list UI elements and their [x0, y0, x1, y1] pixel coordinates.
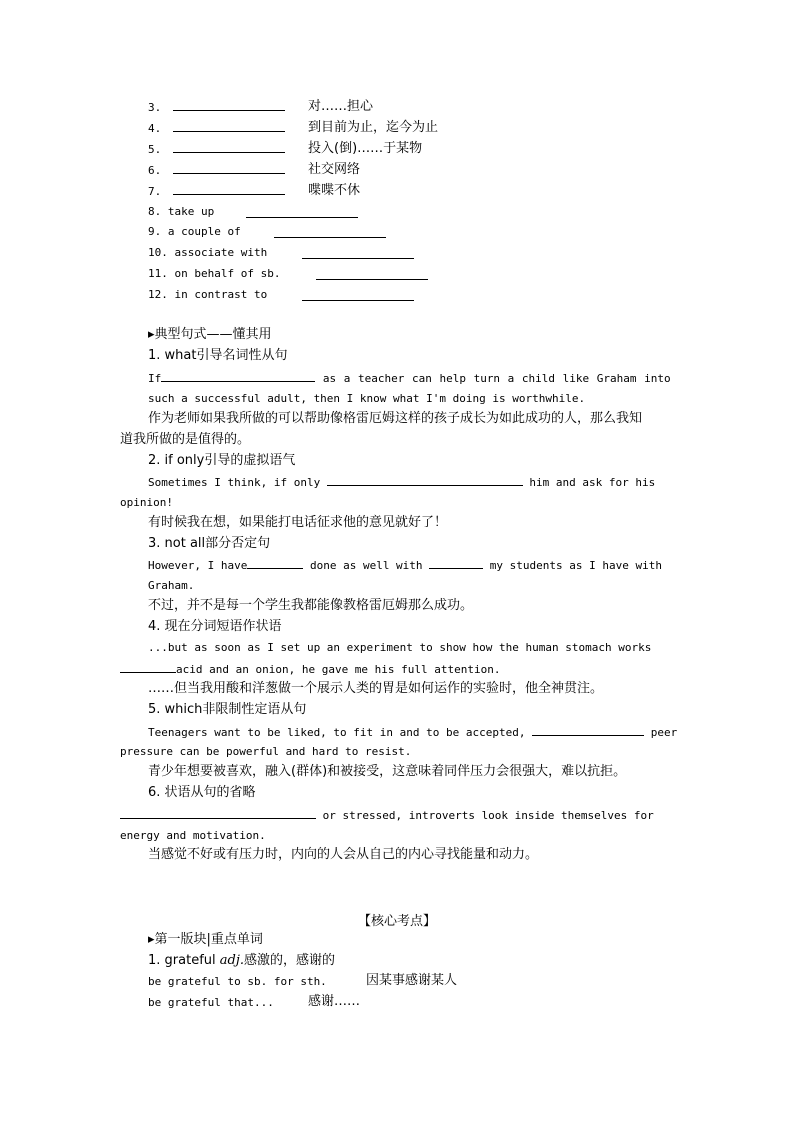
pattern-sentence: However, I have done as well with my students as I have with: [148, 556, 662, 575]
vocab-item: 3. 对……担心: [148, 99, 374, 114]
pattern-heading: 4. 现在分词短语作状语: [148, 619, 282, 634]
pattern-sentence: Sometimes I think, if only him and ask for his: [148, 473, 655, 492]
vocab-item: 7. 喋喋不休: [148, 183, 361, 198]
pattern-heading: 1. what引导名词性从句: [148, 348, 288, 363]
pattern-sentence: ...but as soon as I set up an experiment to show how the human stomach works: [148, 641, 652, 654]
pattern-sentence-cont: opinion!: [120, 496, 173, 509]
pattern-sentence-cont: energy and motivation.: [120, 829, 266, 842]
pattern-translation: 当感觉不好或有压力时，内向的人会从自己的内心寻找能量和动力。: [148, 847, 539, 862]
usage-item: be grateful to sb. for sth. 因某事感谢某人: [148, 973, 458, 988]
phrase-item: 10. associate with: [148, 244, 267, 262]
answer-blank[interactable]: [173, 119, 285, 132]
phrase-item: 8. take up: [148, 203, 214, 221]
pattern-translation: ……但当我用酸和洋葱做一个展示人类的胃是如何运作的实验时，他全神贯注。: [148, 681, 604, 696]
pattern-heading: 3. not all部分否定句: [148, 536, 271, 551]
phrase-item: 9. a couple of: [148, 223, 241, 241]
answer-blank[interactable]: [120, 806, 316, 819]
phrase-item: 11. on behalf of sb.: [148, 265, 280, 283]
answer-blank[interactable]: [247, 556, 303, 569]
pattern-translation: 青少年想要被喜欢，融入(群体)和被接受，这意味着同伴压力会很强大，难以抗拒。: [148, 764, 627, 779]
answer-blank[interactable]: [246, 205, 358, 218]
answer-blank[interactable]: [173, 140, 285, 153]
answer-blank[interactable]: [274, 225, 386, 238]
pattern-translation-cont: 道我所做的是值得的。: [120, 432, 251, 447]
pattern-heading: 5. which非限制性定语从句: [148, 702, 307, 717]
pattern-sentence-cont: Graham.: [148, 579, 195, 592]
pattern-heading: 6. 状语从句的省略: [148, 785, 256, 800]
answer-blank[interactable]: [327, 473, 523, 486]
pattern-translation: 有时候我在想，如果能打电话征求他的意见就好了！: [148, 515, 448, 530]
answer-blank[interactable]: [532, 723, 644, 736]
word-heading: 1. grateful adj.感激的，感谢的: [148, 953, 336, 968]
pattern-heading: 2. if only引导的虚拟语气: [148, 453, 296, 468]
answer-blank[interactable]: [429, 556, 483, 569]
pattern-sentence: Teenagers want to be liked, to fit in and to be accepted, peer: [148, 723, 677, 742]
vocab-item: 4. 到目前为止，迄今为止: [148, 120, 439, 135]
section-title: ▸典型句式——懂其用: [148, 327, 272, 342]
vocab-item: 6. 社交网络: [148, 162, 361, 177]
core-title: 【核心考点】: [357, 914, 436, 929]
block-title: ▸第一版块|重点单词: [148, 932, 263, 947]
usage-item: be grateful that... 感谢……: [148, 994, 361, 1009]
answer-blank[interactable]: [302, 246, 414, 259]
pattern-sentence-cont: pressure can be powerful and hard to resist.: [120, 745, 412, 758]
answer-blank[interactable]: [302, 288, 414, 301]
vocab-item: 5. 投入(倒)……于某物: [148, 141, 423, 156]
answer-blank[interactable]: [173, 161, 285, 174]
answer-blank[interactable]: [173, 98, 285, 111]
pattern-sentence: If as a teacher can help turn a child like Graham into: [148, 369, 671, 388]
answer-blank[interactable]: [161, 369, 315, 382]
pattern-sentence-cont: such a successful adult, then I know what I'm doing is worthwhile.: [148, 392, 586, 405]
pattern-translation: 不过，并不是每一个学生我都能像教格雷厄姆那么成功。: [148, 598, 474, 613]
answer-blank[interactable]: [173, 182, 285, 195]
pattern-sentence-cont: acid and an onion, he gave me his full attention.: [120, 660, 501, 679]
answer-blank[interactable]: [120, 660, 176, 673]
answer-blank[interactable]: [316, 267, 428, 280]
phrase-item: 12. in contrast to: [148, 286, 267, 304]
pattern-sentence: or stressed, introverts look inside themselves for: [120, 806, 654, 825]
pattern-translation: 作为老师如果我所做的可以帮助像格雷厄姆这样的孩子成长为如此成功的人，那么我知: [148, 411, 643, 426]
